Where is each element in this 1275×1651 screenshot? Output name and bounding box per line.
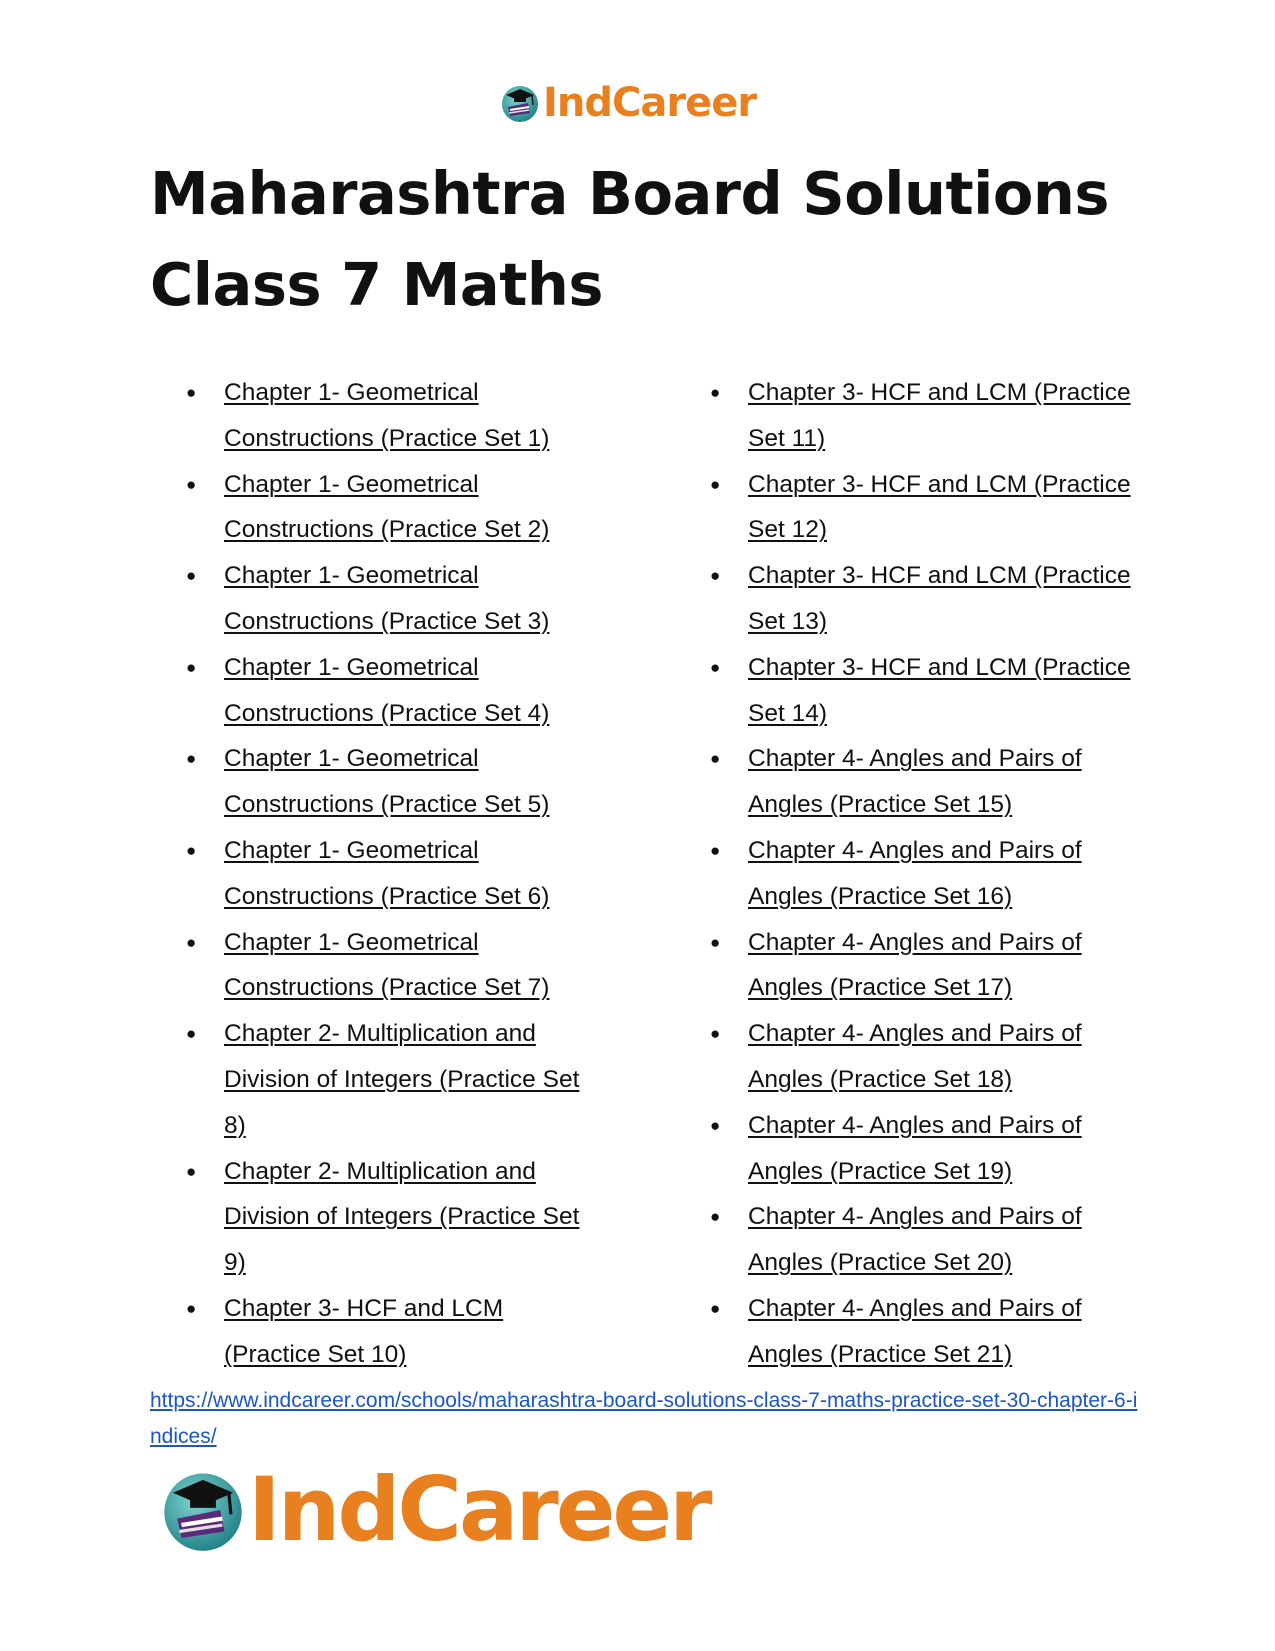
list-item — [710, 1103, 1140, 1195]
list-item — [710, 828, 1140, 920]
indcareer-logo-bottom — [160, 1458, 710, 1561]
chapter-link[interactable]: Chapter 4- Angles and Pairs of Angles (Practice Set 20) — [748, 1203, 1082, 1277]
chapter-link[interactable]: Chapter 3- HCF and LCM (Practice Set 13) — [748, 562, 1131, 635]
list-item — [710, 462, 1140, 554]
chapter-link[interactable]: Chapter 4- Angles and Pairs of Angles (Practice Set 17) — [748, 928, 1082, 1002]
list-item — [186, 828, 606, 920]
chapter-link[interactable]: Chapter 1- Geometrical Constructions (Practice Set 7) — [224, 928, 550, 1002]
indcareer-logo-top — [500, 80, 756, 126]
chapter-link[interactable]: Chapter 1- Geometrical Constructions (Practice Set 6) — [224, 836, 550, 910]
chapter-link[interactable]: Chapter 3- HCF and LCM (Practice Set 10) — [224, 1294, 504, 1368]
page-title — [150, 148, 1109, 330]
logo-wordmark: IndCareer — [543, 80, 757, 126]
list-item — [186, 1011, 606, 1148]
list-item — [710, 1286, 1140, 1378]
list-item — [186, 736, 606, 828]
logo-wordmark: IndCareer — [248, 1458, 710, 1561]
list-item — [186, 370, 606, 462]
logo-emblem-icon — [500, 83, 540, 123]
list-item — [710, 553, 1140, 645]
chapter-link[interactable]: Chapter 1- Geometrical Constructions (Practice Set 1) — [224, 379, 550, 452]
chapter-link[interactable]: Chapter 1- Geometrical Constructions (Practice Set 4) — [224, 653, 550, 727]
page-title-line2: Class 7 Maths — [150, 250, 604, 319]
chapter-link[interactable]: Chapter 3- HCF and LCM (Practice Set 12) — [748, 470, 1131, 544]
chapter-link[interactable]: Chapter 1- Geometrical Constructions (Practice Set 5) — [224, 745, 550, 819]
chapter-list-left — [186, 370, 606, 1378]
chapter-link[interactable]: Chapter 2- Multiplication and Division of Integers (Practice Set 9) — [224, 1157, 580, 1277]
chapter-link[interactable]: Chapter 3- HCF and LCM (Practice Set 11) — [748, 379, 1131, 452]
chapter-link[interactable]: Chapter 1- Geometrical Constructions (Practice Set 2) — [224, 470, 550, 544]
chapter-link[interactable]: Chapter 4- Angles and Pairs of Angles (Practice Set 16) — [748, 836, 1082, 910]
chapter-link[interactable]: Chapter 2- Multiplication and Division of Integers (Practice Set 8) — [224, 1020, 580, 1139]
list-item — [710, 920, 1140, 1012]
logo-emblem-icon — [160, 1467, 246, 1553]
list-item — [710, 370, 1140, 462]
list-item — [186, 462, 606, 554]
list-item — [186, 553, 606, 645]
source-url-link[interactable]: https://www.indcareer.com/schools/maharashtra-board-solutions-class-7-maths-practice-set-30-chapter-6-indices/ — [150, 1389, 1138, 1448]
chapter-link[interactable]: Chapter 3- HCF and LCM (Practice Set 14) — [748, 653, 1131, 727]
chapter-link[interactable]: Chapter 4- Angles and Pairs of Angles (Practice Set 19) — [748, 1111, 1082, 1185]
list-item — [710, 1011, 1140, 1103]
chapter-link[interactable]: Chapter 1- Geometrical Constructions (Practice Set 3) — [224, 562, 550, 635]
chapter-list-right — [710, 370, 1140, 1378]
list-item — [710, 736, 1140, 828]
list-item — [186, 920, 606, 1012]
list-item — [710, 1194, 1140, 1286]
list-item — [710, 645, 1140, 737]
list-item — [186, 1286, 606, 1378]
list-item — [186, 645, 606, 737]
list-item — [186, 1149, 606, 1286]
chapter-link[interactable]: Chapter 4- Angles and Pairs of Angles (Practice Set 18) — [748, 1020, 1082, 1093]
chapter-link[interactable]: Chapter 4- Angles and Pairs of Angles (Practice Set 15) — [748, 745, 1082, 819]
page-title-line1: Maharashtra Board Solutions — [150, 159, 1110, 228]
chapter-link[interactable]: Chapter 4- Angles and Pairs of Angles (Practice Set 21) — [748, 1294, 1082, 1368]
